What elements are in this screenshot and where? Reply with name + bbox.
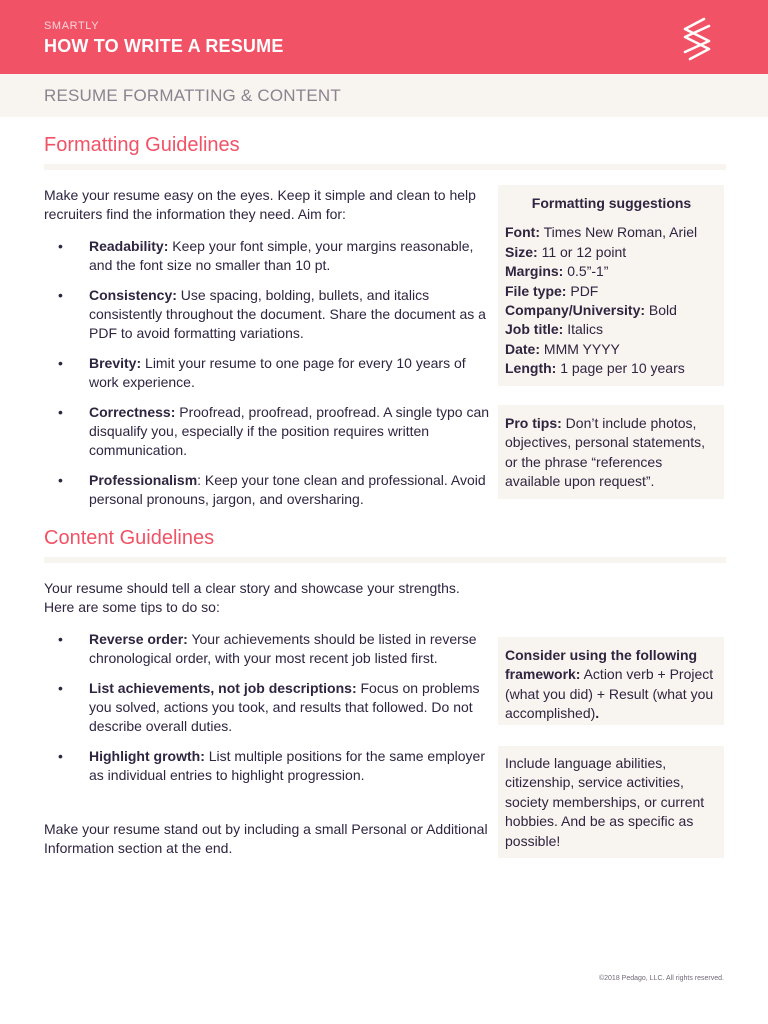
bullet-text: : Keep your tone clean and professional. Avoid personal pronouns, jargon, and oversharing. <box>89 472 486 507</box>
formatting-section-title: Formatting Guidelines <box>44 134 240 156</box>
bullet-icon: • <box>58 472 63 488</box>
framework-text: Action verb + Project (what you did) + Result (what you accomplished) <box>505 666 714 722</box>
bullet-text: Keep your font simple, your margins reasonable, and the font size no smaller than 10 pt. <box>89 238 474 273</box>
content-section-title: Content Guidelines <box>44 527 215 549</box>
bullet-term: Highlight growth: <box>89 748 205 764</box>
bullet-text: Use spacing, bolding, bullets, and italics consistently throughout the document. Share the document as a PDF to avoid formatting variations. <box>89 287 486 341</box>
framework-box <box>498 637 724 725</box>
suggestion-value: MMM YYYY <box>540 340 620 357</box>
suggestion-row <box>505 262 718 281</box>
suggestion-label: Job title: <box>505 321 564 338</box>
content-outro: Make your resume stand out by including a small Personal or Additional Information section at the end. <box>44 821 488 856</box>
suggestion-label: Size: <box>505 243 538 260</box>
bullet-term: Correctness: <box>89 404 176 420</box>
bullet-text: Focus on problems you solved, actions you took, and results that followed. Do not describe overall duties. <box>89 680 480 734</box>
suggestion-value: 11 or 12 point <box>537 243 627 260</box>
bullet-term: Professionalism <box>89 472 198 488</box>
content-bullet-list <box>44 630 494 785</box>
bullet-icon: • <box>58 631 63 647</box>
suggestion-value: Bold <box>645 302 677 319</box>
bullet-term: Consistency: <box>89 287 177 303</box>
subheader-title: RESUME FORMATTING & CONTENT <box>44 86 341 105</box>
suggestion-label: Length: <box>505 360 557 377</box>
suggestion-label: Margins: <box>505 263 564 280</box>
document-title: HOW TO WRITE A RESUME <box>44 36 284 56</box>
bullet-term: List achievements, not job descriptions: <box>89 680 357 696</box>
suggestion-row <box>505 359 718 378</box>
suggestion-row <box>505 340 718 359</box>
suggestion-row <box>505 282 718 301</box>
brand-name: SMARTLY <box>44 20 100 32</box>
bullet-icon: • <box>58 238 63 254</box>
suggestion-row <box>505 320 718 339</box>
pro-tips-text: Don’t include photos, objectives, personal statements, or the phrase “references available upon request”. <box>505 415 705 490</box>
suggestion-label: Date: <box>505 340 541 357</box>
formatting-suggestions-box <box>498 185 724 386</box>
list-item <box>44 403 494 460</box>
bullet-text: Limit your resume to one page for every 10 years of work experience. <box>89 355 466 390</box>
bullet-term: Brevity: <box>89 355 142 371</box>
section-divider <box>44 164 726 170</box>
include-tips-text: Include language abilities, citizenship, service activities, society memberships, or current hobbies. And be as specific as possible! <box>505 755 705 849</box>
list-item <box>44 471 494 509</box>
bullet-icon: • <box>58 680 63 696</box>
formatting-intro: Make your resume easy on the eyes. Keep it simple and clean to help recruiters find the information they need. Aim for: <box>44 187 476 222</box>
pro-tips-box <box>498 405 724 499</box>
pro-tips-label: Pro tips: <box>505 415 562 431</box>
suggestion-value: 0.5”-1” <box>563 263 609 280</box>
framework-label: Consider using the following framework: <box>505 647 698 683</box>
list-item <box>44 630 494 668</box>
content-intro: Your resume should tell a clear story and showcase your strengths. Here are some tips to do so: <box>44 580 460 615</box>
list-item <box>44 747 494 785</box>
suggestion-row <box>505 223 718 242</box>
bullet-term: Readability: <box>89 238 169 254</box>
suggestion-value: Italics <box>563 321 604 338</box>
suggestion-label: Company/University: <box>505 302 646 319</box>
bullet-term: Reverse order: <box>89 631 188 647</box>
bullet-text: Your achievements should be listed in reverse chronological order, with your most recent job listed first. <box>89 631 477 666</box>
suggestion-label: File type: <box>505 282 567 299</box>
suggestion-row <box>505 301 718 320</box>
list-item <box>44 679 494 736</box>
bullet-text: List multiple positions for the same employer as individual entries to highlight progression. <box>89 748 485 783</box>
include-tips-box <box>498 746 724 858</box>
bullet-icon: • <box>58 287 63 303</box>
suggestion-value: PDF <box>566 282 599 299</box>
list-item <box>44 354 494 392</box>
bullet-text: Proofread, proofread, proofread. A single typo can disqualify you, especially if the position requires written communication. <box>89 404 490 458</box>
section-divider <box>44 557 726 563</box>
bullet-icon: • <box>58 355 63 371</box>
formatting-bullet-list <box>44 237 494 509</box>
suggestions-heading: Formatting suggestions <box>531 195 692 211</box>
bullet-icon: • <box>58 404 63 420</box>
bullet-icon: • <box>58 748 63 764</box>
copyright-notice: ©2018 Pedago, LLC. All rights reserved. <box>598 975 724 982</box>
suggestion-row <box>505 243 718 262</box>
framework-end: . <box>595 705 600 722</box>
list-item <box>44 286 494 343</box>
smartly-logo-icon <box>680 15 714 63</box>
suggestion-label: Font: <box>505 224 540 241</box>
suggestion-value: 1 page per 10 years <box>556 360 685 377</box>
suggestion-value: Times New Roman, Ariel <box>539 224 698 241</box>
list-item <box>44 237 494 275</box>
